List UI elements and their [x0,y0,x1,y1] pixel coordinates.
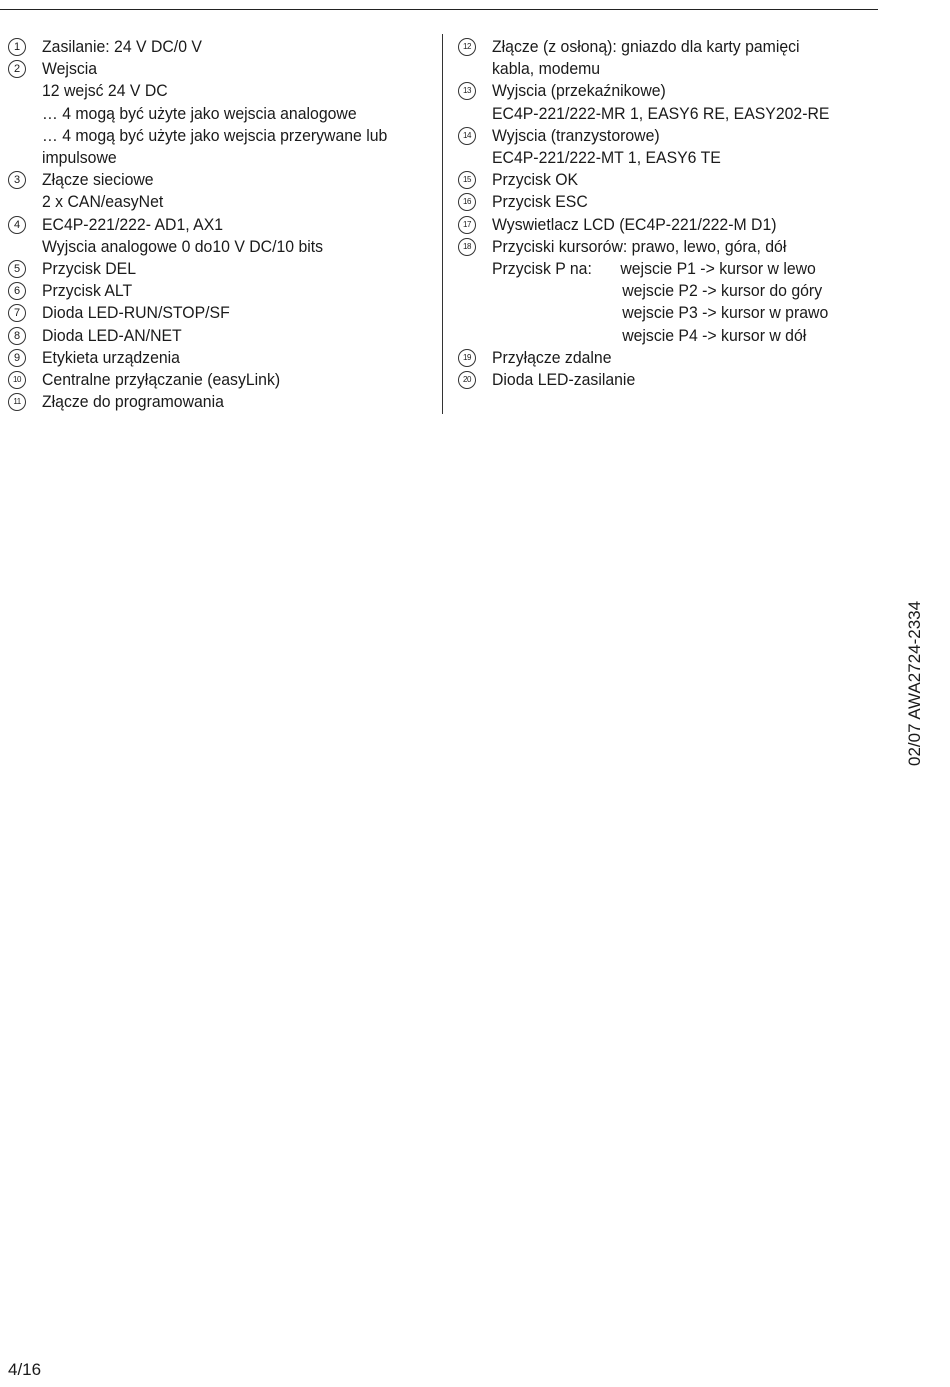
p-mapping: wejscie P4 -> kursor w dół [622,325,807,345]
legend-item [458,214,878,236]
item-text: Przycisk ALT [42,281,133,301]
legend-item [458,36,878,80]
item-number: 16 [458,193,476,211]
item-text: Dioda LED-AN/NET [42,325,182,345]
item-text: Wejscia [42,59,98,79]
p-mapping: wejscie P1 -> kursor w lewo [620,259,816,279]
column-divider [442,34,443,414]
legend-item [458,125,878,169]
top-rule [0,9,878,10]
legend-item [8,214,438,258]
item-text: EC4P-221/222-MT 1, EASY6 TE [492,148,721,168]
item-text: Centralne przyłączanie (easyLink) [42,370,281,390]
item-text: Przycisk ESC [492,192,588,212]
legend-item [458,169,878,191]
item-number: 20 [458,371,476,389]
p-mapping: wejscie P3 -> kursor w prawo [622,303,829,323]
item-number: 2 [8,60,26,78]
item-number: 13 [458,82,476,100]
legend-item [458,80,878,124]
legend-item [8,258,438,280]
legend-item [458,191,878,213]
item-text: Wyjscia analogowe 0 do10 V DC/10 bits [42,236,324,256]
item-number: 3 [8,171,26,189]
item-text: impulsowe [42,148,117,168]
item-number: 5 [8,260,26,278]
legend-left-column [8,36,438,413]
legend-item [8,36,438,58]
item-text: 12 wejsć 24 V DC [42,81,168,101]
item-text: Etykieta urządzenia [42,347,180,367]
item-number: 17 [458,216,476,234]
item-number: 18 [458,238,476,256]
item-number: 6 [8,282,26,300]
item-number: 19 [458,349,476,367]
document-code: 02/07 AWA2724-2334 [905,600,924,766]
page-number: 4/16 [8,1360,42,1379]
item-number: 11 [8,393,26,411]
legend-item [8,169,438,213]
item-number: 12 [458,38,476,56]
legend-item [458,236,878,347]
item-text: Złącze do programowania [42,392,224,412]
legend-right-column [458,36,878,391]
item-text: Zasilanie: 24 V DC/0 V [42,37,202,56]
item-text: 2 x CAN/easyNet [42,192,164,212]
legend-item [8,325,438,347]
item-text: Przyłącze zdalne [492,347,612,367]
item-number: 8 [8,327,26,345]
item-text: Wyjscia (tranzystorowe) [492,125,660,145]
item-text: Wyjscia (przekaźnikowe) [492,81,666,101]
item-text: Dioda LED-zasilanie [492,370,636,390]
item-text: EC4P-221/222-MR 1, EASY6 RE, EASY202-RE [492,103,830,123]
legend-item [8,302,438,324]
item-text: kabla, modemu [492,59,601,79]
item-text: … 4 mogą być użyte jako wejscia analogowe [42,103,357,123]
legend-item [8,369,438,391]
item-number: 7 [8,304,26,322]
item-text: Wyswietlacz LCD (EC4P-221/222-M D1) [492,214,777,234]
item-text: Złącze sieciowe [42,170,154,190]
legend-item [8,347,438,369]
item-text: … 4 mogą być użyte jako wejscia przerywane lub [42,125,388,145]
item-number: 14 [458,127,476,145]
item-text: Przyciski kursorów: prawo, lewo, góra, dół [492,236,787,256]
item-text: Przycisk OK [492,170,579,190]
item-text: Złącze (z osłoną): gniazdo dla karty pamięci [492,37,800,56]
item-number: 1 [8,38,26,56]
p-label: Przycisk P na: [492,259,592,279]
item-text: EC4P-221/222- AD1, AX1 [42,214,224,234]
legend-item [8,58,438,169]
cursor-p-row [492,258,828,280]
legend-item [458,369,878,391]
item-text: Przycisk DEL [42,259,137,279]
legend-item [458,347,878,369]
item-number: 9 [8,349,26,367]
item-number: 15 [458,171,476,189]
item-text: Dioda LED-RUN/STOP/SF [42,303,230,323]
legend-item [8,280,438,302]
item-number: 10 [8,371,26,389]
item-number: 4 [8,216,26,234]
p-mapping: wejscie P2 -> kursor do góry [622,281,823,301]
legend-item [8,391,438,413]
